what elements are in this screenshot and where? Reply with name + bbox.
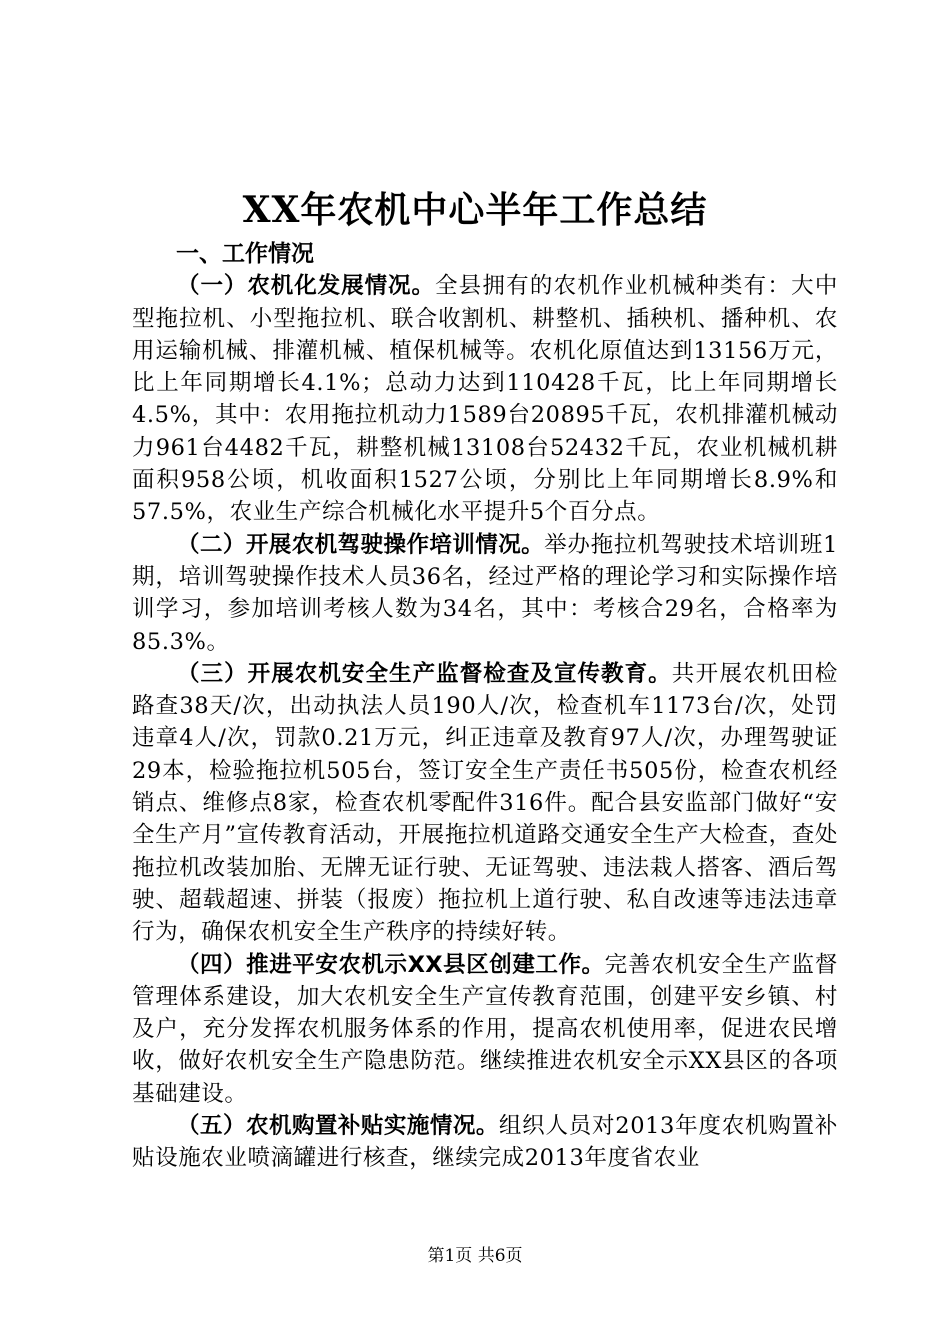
paragraph-purchase-subsidy: [132, 1110, 838, 1175]
paragraph-driver-training: [132, 529, 838, 658]
page-number-footer: 第1页 共6页: [427, 1246, 523, 1266]
paragraph-lead: （二）开展农机驾驶操作培训情况。: [177, 531, 545, 558]
paragraph-text: 组织人员对2013年度农机购置补贴设施农业喷滴罐进行核查，继续完成2013年度省农业: [132, 1113, 838, 1172]
paragraph-lead: （五）农机购置补贴实施情况。: [177, 1113, 499, 1140]
document-body: [132, 238, 838, 1175]
paragraph-safe-county-creation: [132, 949, 838, 1110]
paragraph-text: 共开展农机田检路查38天/次，出动执法人员190人/次，检查机车1173台/次，处罚违章4人/次，罚款0.21万元，纠正违章及教育97人/次，办理驾驶证29本，检验拖拉机505台，签订安全生产责任书505份，检查农机经销点、维修点8家，检查农机零配件316件。配合县安监部门做好“安全生产月”宣传教育活动，开展拖拉机道路交通安全生产大检查，查处拖拉机改装加胎、无牌无证行驶、无证驾驶、违法栽人搭客、酒后驾驶、超载超速、拼装（报废）拖拉机上道行驶、私自改速等违法违章行为，确保农机安全生产秩序的持续好转。: [132, 660, 838, 946]
paragraph-mechanization-development: [132, 270, 838, 528]
paragraph-safety-inspection: [132, 658, 838, 949]
paragraph-lead: （一）农机化发展情况。: [177, 273, 435, 300]
paragraph-text: 完善农机安全生产监督管理体系建设，加大农机安全生产宣传教育范围，创建平安乡镇、村及户，充分发挥农机服务体系的作用，提高农机使用率，促进农民增收，做好农机安全生产隐患防范。继续推进农机安全示XX县区的各项基础建设。: [132, 951, 838, 1107]
paragraph-text: 全县拥有的农机作业机械种类有：大中型拖拉机、小型拖拉机、联合收割机、耕整机、插秧机、播种机、农用运输机械、排灌机械、植保机械等。农机化原值达到13156万元，比上年同期增长4.1%；总动力达到110428千瓦，比上年同期增长4.5%，其中：农用拖拉机动力1589台20895千瓦，农机排灌机械动力961台4482千瓦，耕整机械13108台52432千瓦，农业机械机耕面积958公顷，机收面积1527公顷，分别比上年同期增长8.9%和57.5%，农业生产综合机械化水平提升5个百分点。: [132, 273, 838, 526]
document-title: XX年农机中心半年工作总结: [242, 189, 708, 231]
paragraph-lead: （四）推进平安农机示XX县区创建工作。: [177, 951, 605, 978]
section-heading-work-status: 一、工作情况: [176, 241, 314, 267]
paragraph-lead: （三）开展农机安全生产监督检查及宣传教育。: [177, 660, 672, 687]
paragraph-text: 举办拖拉机驾驶技术培训班1期，培训驾驶操作技术人员36名，经过严格的理论学习和实际操作培训学习，参加培训考核人数为34名，其中：考核合29名，合格率为85.3%。: [132, 531, 838, 655]
